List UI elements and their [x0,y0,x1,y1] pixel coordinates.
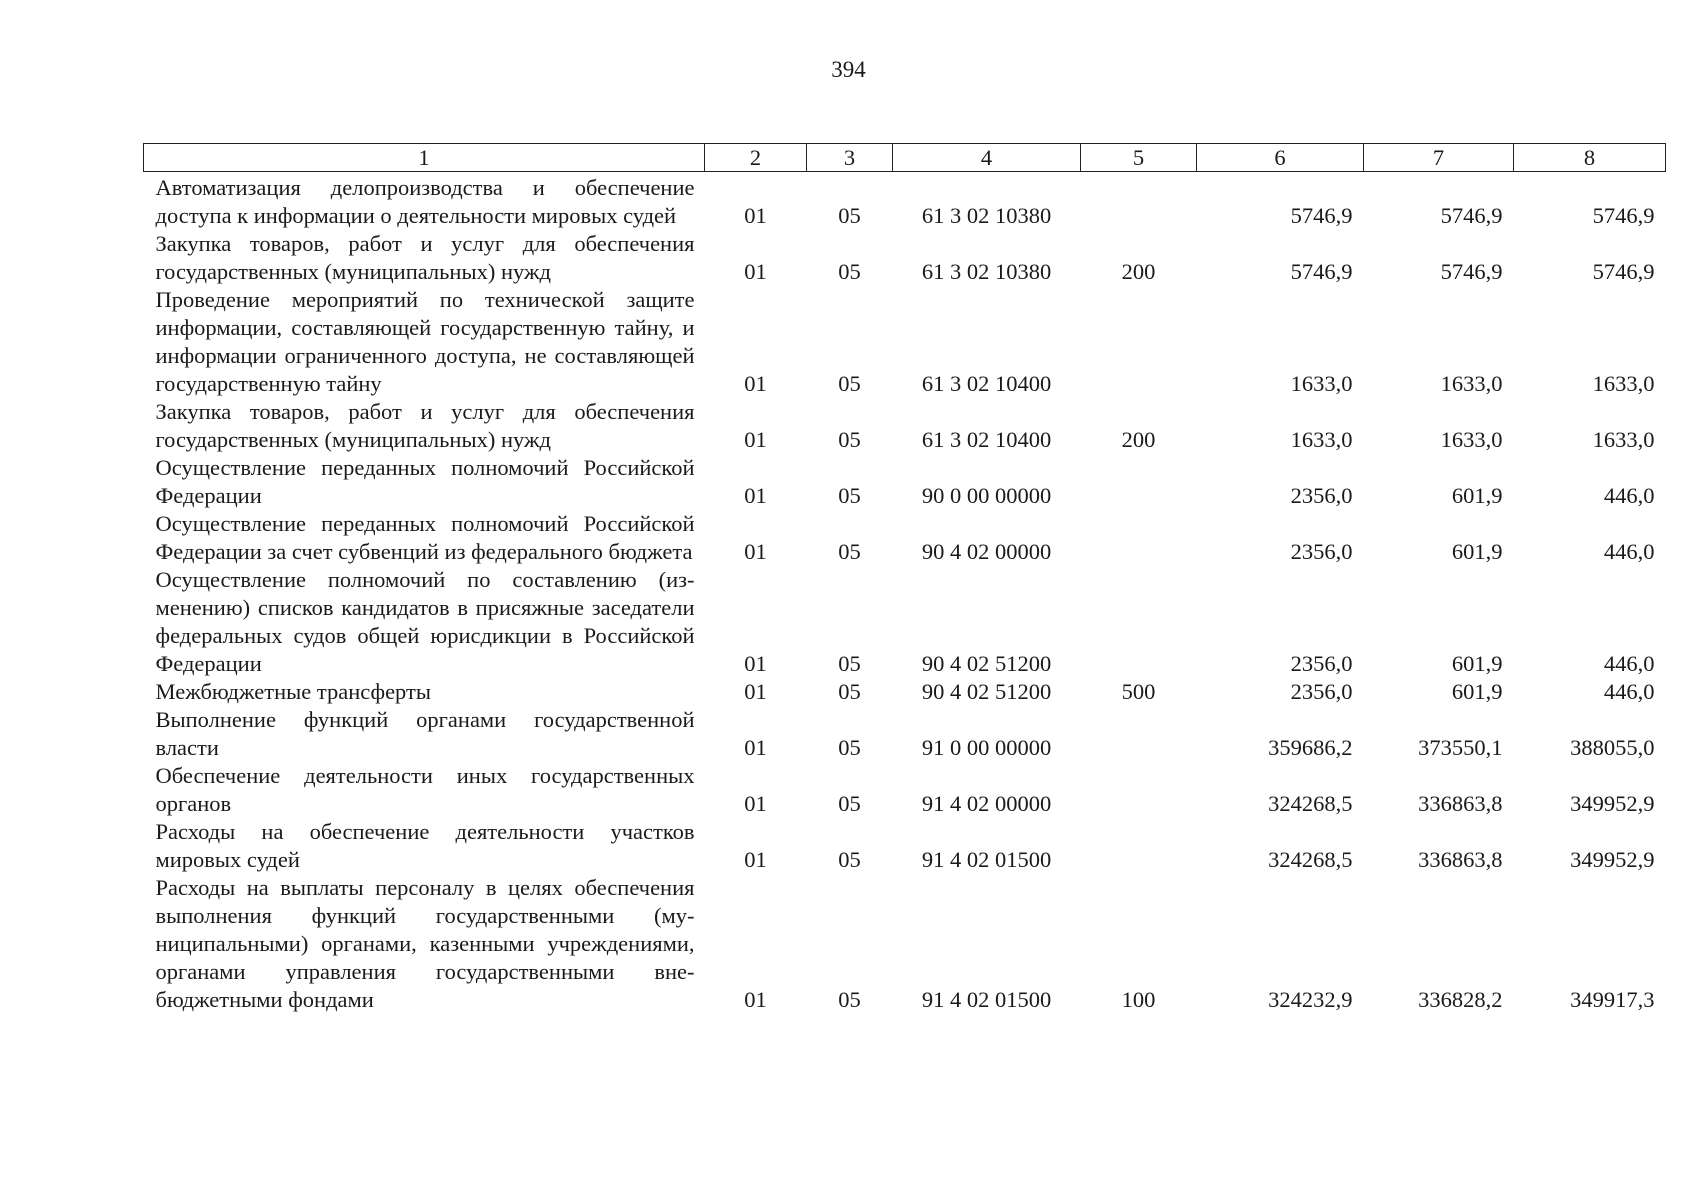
expense-type-cell [1081,286,1197,398]
amount-year3-cell: 388055,0 [1570,735,1655,760]
amount-year3-cell: 1633,0 [1592,427,1655,452]
amount-year1-cell: 5746,9 [1290,203,1353,228]
subsection-code-cell: 05 [838,651,861,676]
target-article-cell: 61 3 02 10380 [921,259,1052,284]
row-name-cell: Межбюджетные трансферты [155,679,431,704]
table-body [144,172,1666,1015]
target-article-cell: 90 4 02 51200 [921,651,1052,676]
target-article-cell: 61 3 02 10400 [921,371,1052,396]
amount-year1-cell: 2356,0 [1290,539,1353,564]
column-header-3: 3 [807,144,893,172]
column-header-8: 8 [1514,144,1666,172]
subsection-code-cell: 05 [838,539,861,564]
expense-type-cell [1081,818,1197,874]
amount-year3-cell: 1633,0 [1592,371,1655,396]
column-header-1: 1 [144,144,705,172]
expense-type-cell [1081,762,1197,818]
amount-year2-cell: 336863,8 [1418,847,1503,872]
expense-type-cell [1081,454,1197,510]
row-name-cell: Осуществление переданных полномочий Российской Федерации [155,455,695,508]
row-name-cell: Проведение мероприятий по технической защите информации, составляющей государственную тайну, и информации ограниченного доступа, не составляющей государственную тайну [155,287,695,396]
amount-year3-cell: 446,0 [1603,483,1655,508]
subsection-code-cell: 05 [838,259,861,284]
subsection-code-cell: 05 [838,847,861,872]
expense-type-cell: 200 [1121,427,1156,452]
target-article-cell: 91 4 02 01500 [921,987,1052,1012]
column-header-2: 2 [705,144,807,172]
subsection-code-cell: 05 [838,427,861,452]
expense-type-cell: 200 [1121,259,1156,284]
amount-year1-cell: 1633,0 [1290,427,1353,452]
amount-year1-cell: 2356,0 [1290,651,1353,676]
row-name-cell: Расходы на выплаты персоналу в целях обеспечения выполнения функций государственными (муниципальными) органами, казенными учреждениями, органами управления государственными внебюджетными фондами [155,875,695,1012]
budget-table [143,143,1666,1014]
section-code-cell: 01 [744,371,767,396]
section-code-cell: 01 [744,203,767,228]
table-row [144,286,1666,398]
amount-year2-cell: 1633,0 [1440,427,1503,452]
column-header-5: 5 [1081,144,1197,172]
amount-year1-cell: 5746,9 [1290,259,1353,284]
subsection-code-cell: 05 [838,371,861,396]
column-header-7: 7 [1364,144,1514,172]
target-article-cell: 91 4 02 00000 [921,791,1052,816]
section-code-cell: 01 [744,735,767,760]
amount-year1-cell: 1633,0 [1290,371,1353,396]
expense-type-cell: 100 [1121,987,1156,1012]
subsection-code-cell: 05 [838,203,861,228]
row-name-cell: Обеспечение деятельности иных государственных органов [155,763,695,816]
column-header-6: 6 [1197,144,1364,172]
row-name-cell: Закупка товаров, работ и услуг для обеспечения государственных (муниципальных) нужд [155,231,695,284]
table-row [144,706,1666,762]
amount-year2-cell: 336828,2 [1418,987,1503,1012]
expense-type-cell [1081,172,1197,231]
subsection-code-cell: 05 [838,679,861,704]
section-code-cell: 01 [744,651,767,676]
amount-year3-cell: 349952,9 [1570,791,1655,816]
table-row [144,230,1666,286]
table-row [144,454,1666,510]
table-header [144,144,1666,172]
amount-year2-cell: 601,9 [1451,539,1503,564]
section-code-cell: 01 [744,679,767,704]
table-row [144,566,1666,678]
table-row [144,398,1666,454]
subsection-code-cell: 05 [838,987,861,1012]
row-name-cell: Осуществление полномочий по составлению (изменению) списков кандидатов в присяжные заседатели федеральных судов общей юрисдикции в Российской Федерации [155,567,695,676]
row-name-cell: Расходы на обеспечение деятельности участков мировых судей [155,819,695,872]
target-article-cell: 90 4 02 00000 [921,539,1052,564]
subsection-code-cell: 05 [838,735,861,760]
section-code-cell: 01 [744,847,767,872]
amount-year2-cell: 601,9 [1451,679,1503,704]
amount-year3-cell: 446,0 [1603,679,1655,704]
expense-type-cell [1081,706,1197,762]
target-article-cell: 91 0 00 00000 [921,735,1052,760]
target-article-cell: 90 4 02 51200 [921,679,1052,704]
section-code-cell: 01 [744,427,767,452]
amount-year1-cell: 324268,5 [1268,847,1353,872]
row-name-cell: Осуществление переданных полномочий Российской Федерации за счет субвенций из федерального бюджета [155,511,695,564]
amount-year3-cell: 349952,9 [1570,847,1655,872]
amount-year2-cell: 601,9 [1451,651,1503,676]
expense-type-cell [1081,510,1197,566]
section-code-cell: 01 [744,259,767,284]
target-article-cell: 61 3 02 10380 [921,203,1052,228]
amount-year2-cell: 5746,9 [1440,259,1503,284]
amount-year3-cell: 446,0 [1603,539,1655,564]
amount-year1-cell: 324268,5 [1268,791,1353,816]
table-row [144,172,1666,231]
expense-type-cell [1081,566,1197,678]
column-header-4: 4 [893,144,1081,172]
amount-year2-cell: 5746,9 [1440,203,1503,228]
amount-year3-cell: 5746,9 [1592,259,1655,284]
header-row [144,144,1666,172]
amount-year2-cell: 1633,0 [1440,371,1503,396]
amount-year1-cell: 2356,0 [1290,483,1353,508]
section-code-cell: 01 [744,791,767,816]
row-name-cell: Выполнение функций органами государственной власти [155,707,695,760]
subsection-code-cell: 05 [838,483,861,508]
row-name-cell: Автоматизация делопроизводства и обеспечение доступа к информации о деятельности мировых судей [155,175,695,228]
section-code-cell: 01 [744,539,767,564]
expense-type-cell: 500 [1121,679,1156,704]
table-row [144,818,1666,874]
table-row [144,874,1666,1014]
section-code-cell: 01 [744,987,767,1012]
amount-year1-cell: 359686,2 [1268,735,1353,760]
page-number: 394 [831,57,866,82]
section-code-cell: 01 [744,483,767,508]
target-article-cell: 90 0 00 00000 [921,483,1052,508]
amount-year2-cell: 373550,1 [1418,735,1503,760]
amount-year3-cell: 5746,9 [1592,203,1655,228]
target-article-cell: 91 4 02 01500 [921,847,1052,872]
amount-year2-cell: 601,9 [1451,483,1503,508]
amount-year2-cell: 336863,8 [1418,791,1503,816]
table-row [144,762,1666,818]
table-row [144,510,1666,566]
amount-year3-cell: 446,0 [1603,651,1655,676]
table-row [144,678,1666,706]
amount-year1-cell: 2356,0 [1290,679,1353,704]
subsection-code-cell: 05 [838,791,861,816]
amount-year3-cell: 349917,3 [1570,987,1655,1012]
amount-year1-cell: 324232,9 [1268,987,1353,1012]
row-name-cell: Закупка товаров, работ и услуг для обеспечения государственных (муниципальных) нужд [155,399,695,452]
target-article-cell: 61 3 02 10400 [921,427,1052,452]
